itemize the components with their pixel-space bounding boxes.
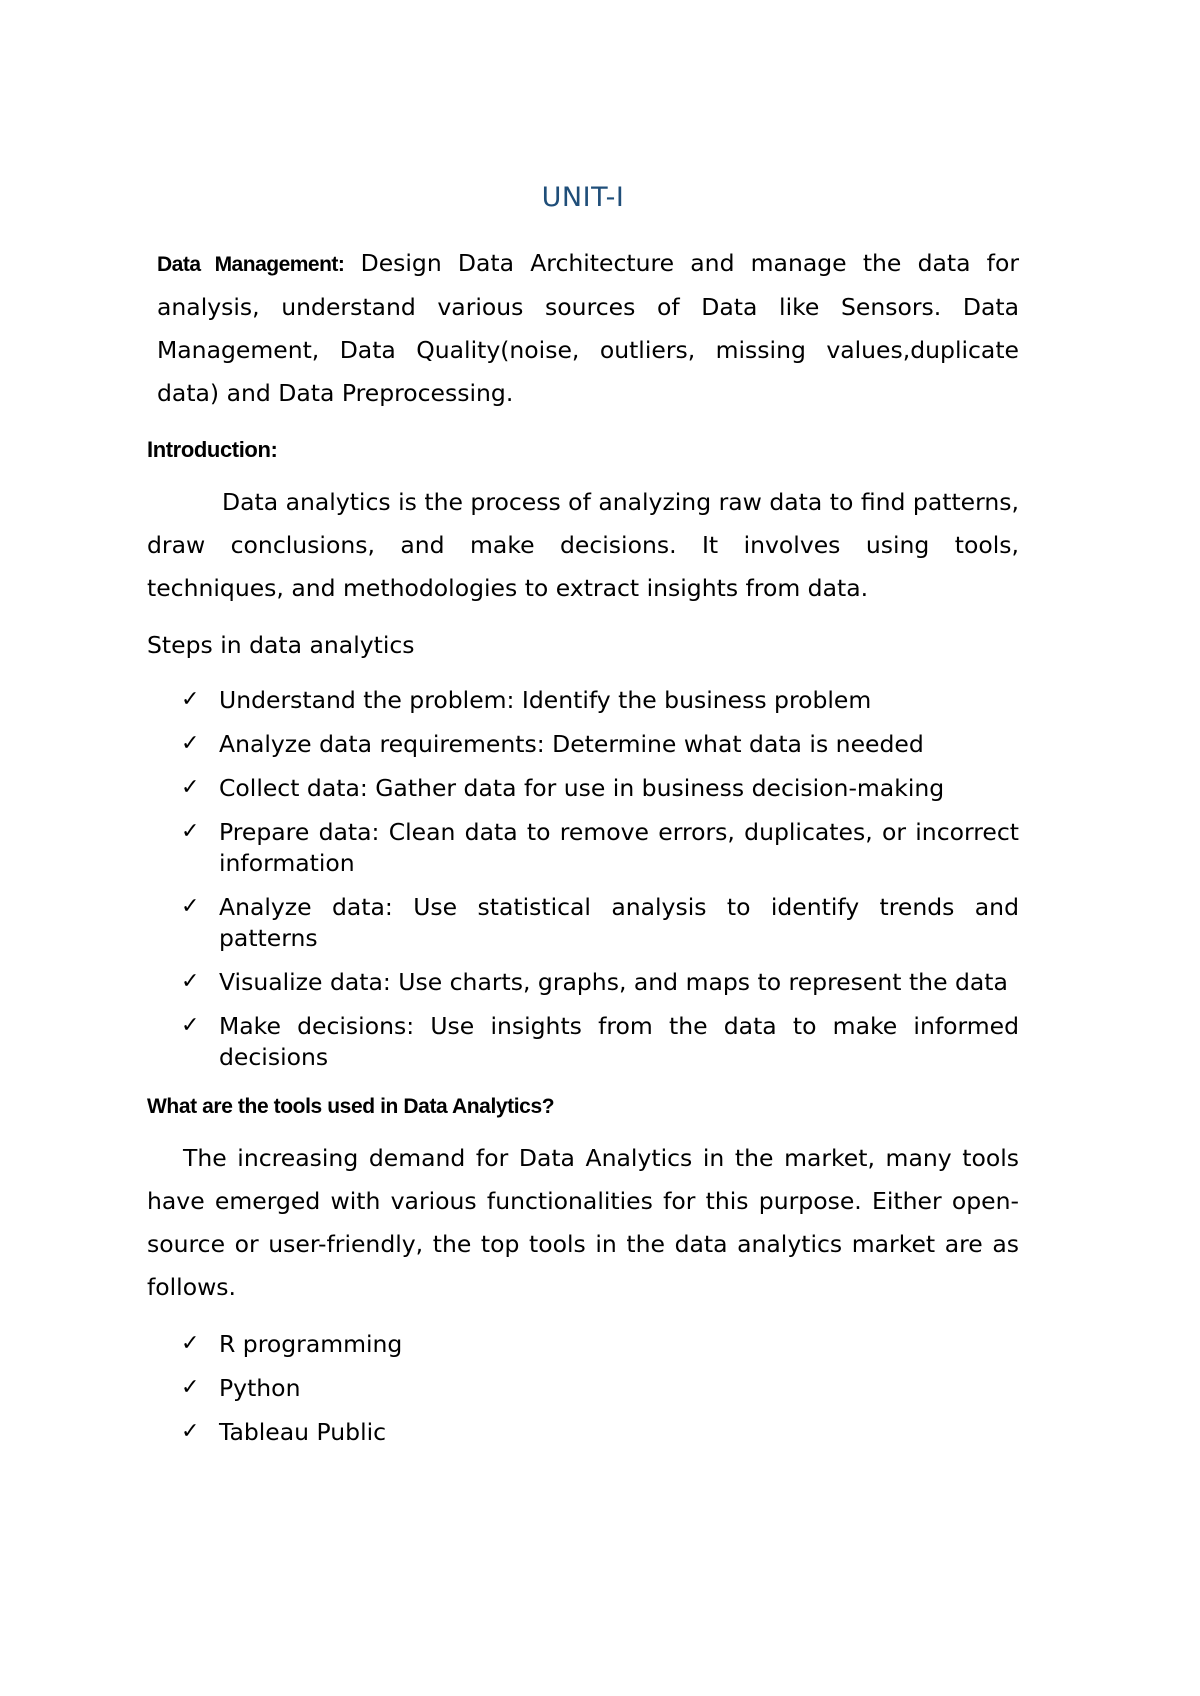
introduction-heading: Introduction: <box>147 437 278 463</box>
tools-paragraph: The increasing demand for Data Analytics in the market, many tools have emerged with various functionalities for this purpose. Either open-source or user-friendly, the top tools in the data analytics market are as follows. <box>147 1144 1019 1302</box>
list-item <box>147 1011 1019 1073</box>
check-icon: ✓ <box>181 969 200 995</box>
list-item-text: Python <box>219 1374 301 1403</box>
tools-list <box>147 1329 1019 1448</box>
list-item <box>147 729 1019 760</box>
check-icon: ✓ <box>181 731 200 757</box>
list-item <box>147 1329 1019 1360</box>
list-item <box>147 1373 1019 1404</box>
check-icon: ✓ <box>181 775 200 801</box>
list-item <box>147 1417 1019 1448</box>
list-item <box>147 892 1019 954</box>
list-item-text: Analyze data: Use statistical analysis to identify trends and patterns <box>219 893 1019 953</box>
list-item-text: Tableau Public <box>219 1418 387 1447</box>
list-item <box>147 967 1019 998</box>
steps-list <box>147 685 1019 1073</box>
check-icon: ✓ <box>181 819 200 845</box>
steps-heading: Steps in data analytics <box>147 631 415 660</box>
check-icon: ✓ <box>181 1375 200 1401</box>
introduction-paragraph: Data analytics is the process of analyzing raw data to find patterns, draw conclusions, and make decisions. It involves using tools, techniques, and methodologies to extract insights from data. <box>147 488 1019 603</box>
list-item-text: Analyze data requirements: Determine what data is needed <box>219 730 924 759</box>
list-item <box>147 817 1019 879</box>
check-icon: ✓ <box>181 687 200 713</box>
syllabus-text: Design Data Architecture and manage the data for analysis, understand various sources of Data like Sensors. Data Management, Data Quality(noise, outliers, missing values,duplicate data) and Data Preprocessing. <box>157 249 1019 408</box>
check-icon: ✓ <box>181 1331 200 1357</box>
list-item <box>147 685 1019 716</box>
page-title: UNIT-I <box>541 182 625 213</box>
list-item <box>147 773 1019 804</box>
list-item-text: Visualize data: Use charts, graphs, and maps to represent the data <box>219 968 1008 997</box>
tools-heading: What are the tools used in Data Analytics? <box>147 1095 555 1119</box>
list-item-text: Collect data: Gather data for use in business decision-making <box>219 774 945 803</box>
list-item-text: Make decisions: Use insights from the data to make informed decisions <box>219 1012 1019 1072</box>
list-item-text: R programming <box>219 1330 403 1359</box>
syllabus-lead: Data Management: <box>157 253 345 277</box>
check-icon: ✓ <box>181 1013 200 1039</box>
list-item-text: Understand the problem: Identify the business problem <box>219 686 872 715</box>
check-icon: ✓ <box>181 1419 200 1445</box>
syllabus-paragraph <box>147 242 1019 415</box>
list-item-text: Prepare data: Clean data to remove errors, duplicates, or incorrect information <box>219 818 1019 878</box>
document-body <box>147 182 1019 1461</box>
check-icon: ✓ <box>181 894 200 920</box>
